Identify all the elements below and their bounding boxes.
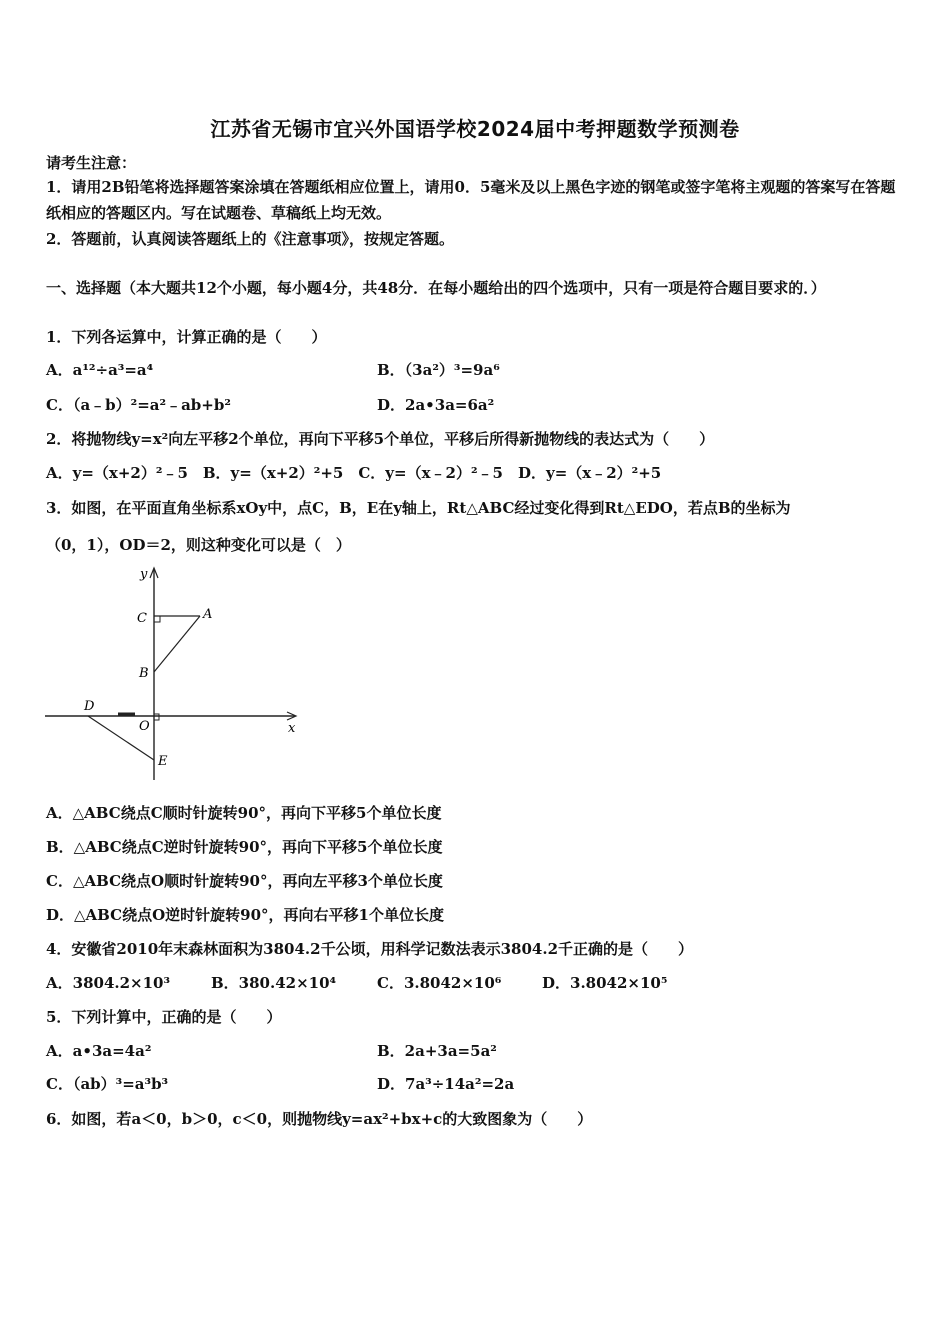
label-o: O [139,719,150,734]
question-3-option-a[interactable]: A．△ABC绕点C顺时针旋转90°，再向下平移5个单位长度 [46,804,442,822]
question-1-stem: 1．下列各运算中，计算正确的是（ ） [46,328,327,346]
label-a: A [203,607,213,622]
question-1-option-b[interactable]: B．（3a²）³=9a⁶ [377,361,500,379]
question-3-option-b[interactable]: B．△ABC绕点C逆时针旋转90°，再向下平移5个单位长度 [46,838,443,856]
label-b: B [139,666,149,681]
segment-ab [154,616,200,672]
question-4-option-d[interactable]: D．3.8042×10⁵ [542,974,668,992]
question-6-stem: 6．如图，若a＜0，b＞0，c＜0，则抛物线y=ax²+bx+c的大致图象为（ ） [46,1110,593,1128]
notice-item-1: 1．请用2B铅笔将选择题答案涂填在答题纸相应位置上，请用0．5毫米及以上黑色字迹的钢笔或签字笔将主观题的答案写在答题纸相应的答题区内。写在试题卷、草稿纸上均无效。 [46,178,896,222]
notice-item-2: 2．答题前，认真阅读答题纸上的《注意事项》，按规定答题。 [46,230,454,248]
label-x: x [288,721,296,736]
question-2-options[interactable]: A．y=（x+2）²﹣5 B．y=（x+2）²+5 C．y=（x﹣2）²﹣5 D．y=（x﹣2）²+5 [46,464,662,482]
question-3-option-c[interactable]: C．△ABC绕点O顺时针旋转90°，再向左平移3个单位长度 [46,872,443,890]
question-2-stem: 2．将抛物线y=x²向左平移2个单位，再向下平移5个单位，平移后所得新抛物线的表达式为（ ） [46,430,715,448]
label-y: y [140,567,148,582]
question-4-option-b[interactable]: B．380.42×10⁴ [211,974,337,992]
right-angle-mark-c [154,616,160,622]
question-1-option-a[interactable]: A．a¹²÷a³=a⁴ [46,361,154,379]
question-5-option-b[interactable]: B．2a+3a=5a² [377,1042,497,1060]
question-1-option-d[interactable]: D．2a•3a=6a² [377,396,495,414]
question-3-stem-line-2: （0，1），OD＝2，则这种变化可以是（ ） [46,536,351,554]
right-angle-mark-o [154,714,159,720]
question-5-option-c[interactable]: C．（ab）³=a³b³ [46,1075,169,1093]
question-5-option-d[interactable]: D．7a³÷14a²=2a [377,1075,515,1093]
section-heading: 一、选择题（本大题共12个小题，每小题4分，共48分．在每小题给出的四个选项中，只有一项是符合题目要求的．） [46,279,826,297]
notice-heading: 请考生注意： [46,154,137,172]
question-4-option-c[interactable]: C．3.8042×10⁶ [377,974,502,992]
label-e: E [158,754,168,769]
page-title: 江苏省无锡市宜兴外国语学校2024届中考押题数学预测卷 [210,117,740,141]
question-3-coordinate-figure [40,560,310,790]
question-5-stem: 5．下列计算中，正确的是（ ） [46,1008,282,1026]
label-d: D [84,699,95,714]
question-4-stem: 4．安徽省2010年末森林面积为3804.2千公顷，用科学记数法表示3804.2千正确的是（ ） [46,940,694,958]
question-4-option-a[interactable]: A．3804.2×10³ [46,974,171,992]
question-1-option-c[interactable]: C．（a﹣b）²=a²﹣ab+b² [46,396,231,414]
label-c: C [137,611,147,626]
question-3-option-d[interactable]: D．△ABC绕点O逆时针旋转90°，再向右平移1个单位长度 [46,906,444,924]
question-3-stem-line-1: 3．如图，在平面直角坐标系xOy中，点C，B，E在y轴上，Rt△ABC经过变化得到Rt△EDO，若点B的坐标为 [46,499,791,517]
question-5-option-a[interactable]: A．a•3a=4a² [46,1042,152,1060]
